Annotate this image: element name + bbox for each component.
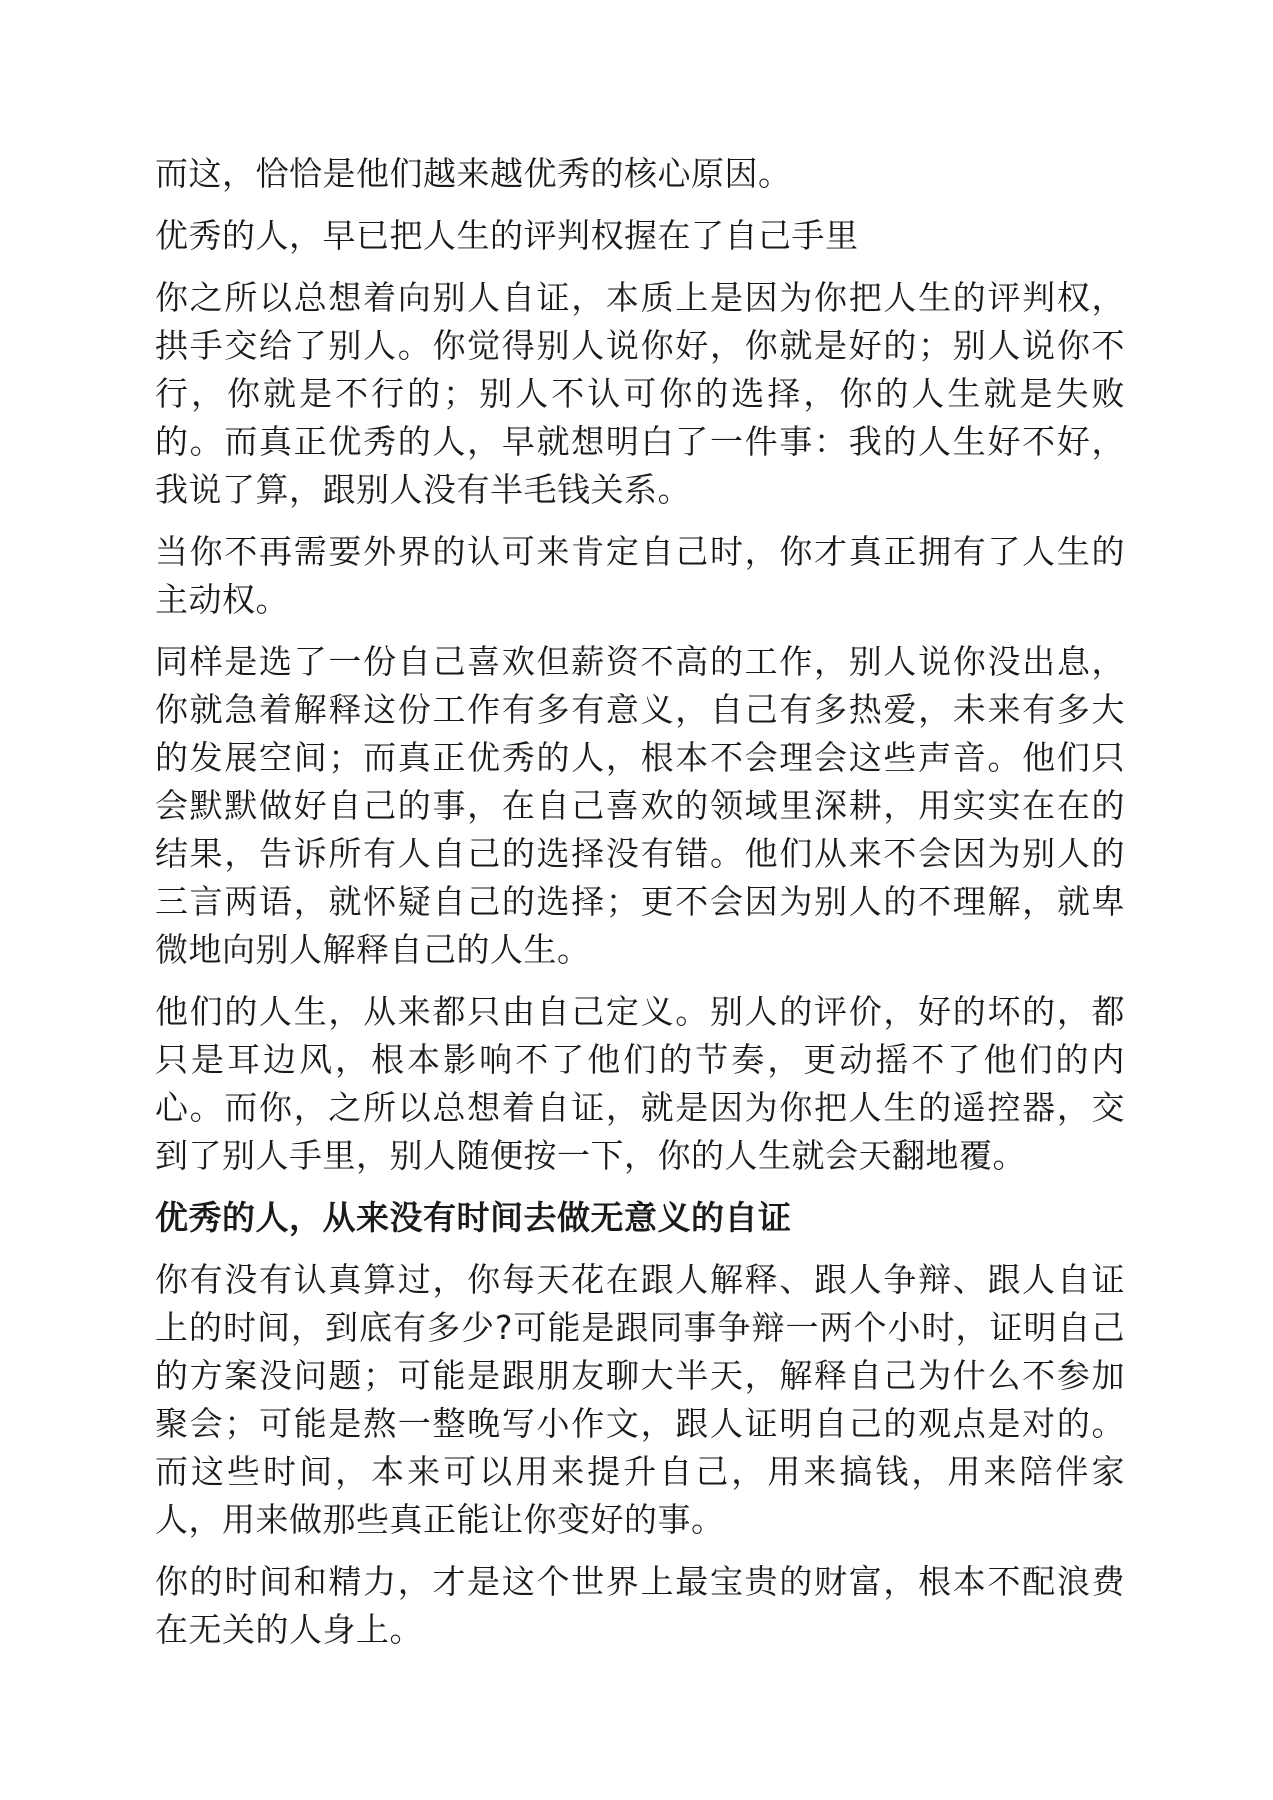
paragraph-conclusion: 你的时间和精力，才是这个世界上最宝贵的财富，根本不配浪费在无关的人身上。: [155, 1562, 1125, 1649]
article-body: [155, 150, 1125, 1668]
paragraph-job-example: 同样是选了一份自己喜欢但薪资不高的工作，别人说你没出息，你就急着解释这份工作有多有意义，自己有多热爱，未来有多大的发展空间；而真正优秀的人，根本不会理会这些声音。他们只会默默做好自己的事，在自己喜欢的领域里深耕，用实实在在的结果，告诉所有人自己的选择没有错。他们从来不会因为别人的三言两语，就怀疑自己的选择；更不会因为别人的不理解，就卑微地向别人解释自己的人生。: [155, 642, 1125, 969]
paragraph-intro: 而这，恰恰是他们越来越优秀的核心原因。: [155, 154, 792, 193]
paragraph-self-definition: 他们的人生，从来都只由自己定义。别人的评价，好的坏的，都只是耳边风，根本影响不了他们的节奏，更动摇不了他们的内心。而你，之所以总想着自证，就是因为你把人生的遥控器，交到了别人手里，别人随便按一下，你的人生就会天翻地覆。: [155, 992, 1125, 1175]
section-heading-no-time: 优秀的人，从来没有时间去做无意义的自证: [155, 1198, 792, 1237]
paragraph-initiative: 当你不再需要外界的认可来肯定自己时，你才真正拥有了人生的主动权。: [155, 532, 1125, 619]
paragraph-judgment-power: 你之所以总想着向别人自证，本质上是因为你把人生的评判权，拱手交给了别人。你觉得别人说你好，你就是好的；别人说你不行，你就是不行的；别人不认可你的选择，你的人生就是失败的。而真正优秀的人，早就想明白了一件事：我的人生好不好，我说了算，跟别人没有半毛钱关系。: [155, 278, 1125, 509]
paragraph-time-spent: 你有没有认真算过，你每天花在跟人解释、跟人争辩、跟人自证上的时间，到底有多少?可能是跟同事争辩一两个小时，证明自己的方案没问题；可能是跟朋友聊大半天，解释自己为什么不参加聚会；可能是熬一整晚写小作文，跟人证明自己的观点是对的。而这些时间，本来可以用来提升自己，用来搞钱，用来陪伴家人，用来做那些真正能让你变好的事。: [155, 1260, 1125, 1539]
section-heading-judgment: 优秀的人，早已把人生的评判权握在了自己手里: [155, 216, 859, 255]
